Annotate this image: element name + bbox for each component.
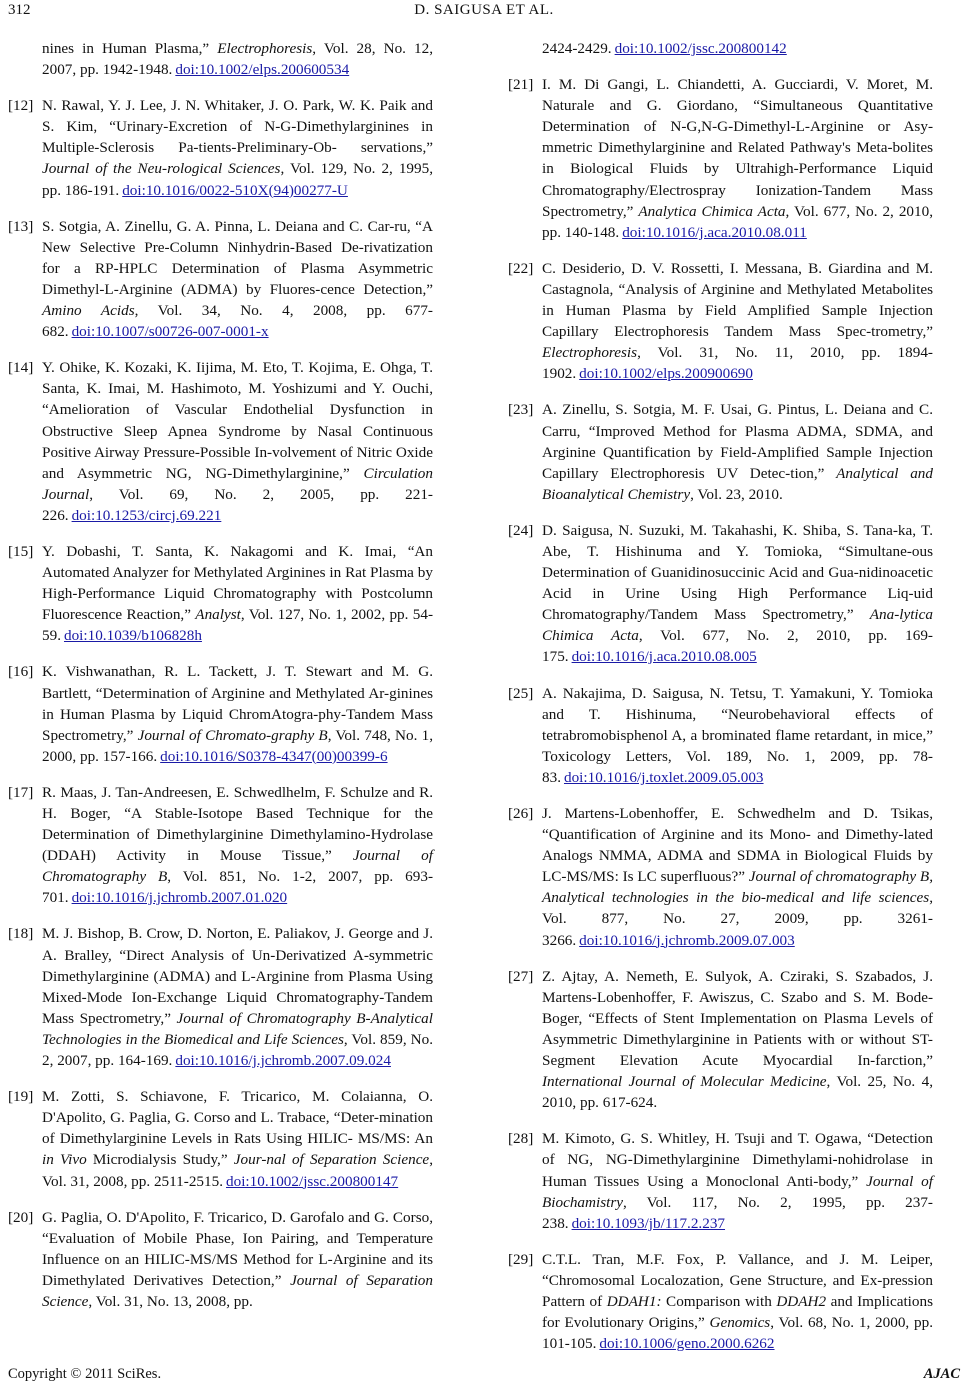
reference-body: M. Kimoto, G. S. Whitley, H. Tsuji and T. Ogawa, “Detection of NG, NG-Dimethylarginine Dimethylami-nohidrolase in Human Tissues Using a Monoclonal Anti-body,” Journal of Biochamistry, Vol. 117, No. 2, 1995, pp. 237-238. doi:10.1093/jb/117.2.237 [542,1130,933,1232]
reference-number: [19] [8,1088,34,1106]
reference-body: nines in Human Plasma,” Electrophoresis, Vol. 28, No. 12, 2007, pp. 1942-1948. doi:10.1002/elps.200600534 [42,40,433,79]
reference-body: S. Sotgia, A. Zinellu, G. A. Pinna, L. Deiana and C. Car-ru, “A New Selective Pre-Column Ninhydrin-Based De-rivatization for a RP-HPLC Determination of Plasma Asymmetric Dimethyl-L-Arginine (ADMA) by Fluores-cence Detection,” Amino Acids, Vol. 34, No. 4, 2008, pp. 677-682. doi:10.1007/s00726-007-0001-x [42,217,433,341]
reference-number: [25] [508,684,534,702]
reference-number: [17] [8,783,34,801]
doi-link[interactable]: doi:10.1016/j.jchromb.2007.09.024 [175,1052,391,1070]
doi-link[interactable]: doi:10.1002/elps.200600534 [175,61,350,79]
doi-link[interactable]: doi:10.1016/j.jchromb.2009.07.003 [579,931,795,949]
reference-body: Z. Ajtay, A. Nemeth, E. Sulyok, A. Cziraki, S. Szabados, J. Martens-Lobenhoffer, F. Awiszus, C. Szabo and S. M. Bode-Boger, “Effects of Stent Implementation on Plasma Levels of Asymmetric Dimethylarginine in Patients with or without ST-Segment Elevation Acute Myocardial In-farction,” International Journal of Molecular Medicine, Vol. 25, No. 4, 2010, pp. 617-624. [542,967,933,1112]
reference-number: [20] [8,1208,34,1226]
reference-continuation [42,38,433,80]
reference-body: C.T.L. Tran, M.F. Fox, P. Vallance, and J. M. Leiper, “Chromosomal Localozation, Gene Structure, and Ex-pression Pattern of DDAH1: Comparison with DDAH2 and Implications for Evolutionary Origins,” Genomics, Vol. 68, No. 1, 2000, pp. 101-105. doi:10.1006/geno.2000.6262 [542,1250,934,1353]
reference-item [8,95,433,200]
reference-body: D. Saigusa, N. Suzuki, M. Takahashi, K. Shiba, S. Tana-ka, T. Abe, T. Hishinuma and Y. Tomioka, “Simultane-ous Determination of Guanidinosuccinic Acid and Gua-nidinoacetic Acid in Urine Using High Performance Liq-uid Chromatography/Tandem Mass Spectrometry,” Ana-lytica Chimica Acta, Vol. 677, No. 2, 2010, pp. 169- 175. doi:10.1016/j.aca.2010.08.005 [542,521,933,666]
doi-link[interactable]: doi:10.1002/jssc.200800142 [614,40,787,57]
reference-number: [14] [8,359,34,377]
reference-body: R. Maas, J. Tan-Andreesen, E. Schwedlhelm, F. Schulze and R. H. Boger, “A Stable-Isotope Based Technique for the Determination of Dimethylarginine Dimethylamino-Hydrolase (DDAH) Activity in Mouse Tissue,” Journal of Chromatography B, Vol. 851, No. 1-2, 2007, pp. 693-701. doi:10.1016/j.jchromb.2007.01.020 [42,783,434,907]
reference-item [508,803,933,951]
reference-number: [24] [508,521,534,539]
reference-continuation [542,38,933,59]
reference-body: A. Nakajima, D. Saigusa, N. Tetsu, T. Yamakuni, Y. Tomioka and T. Hishinuma, “Neurobehavioral effects of tetrabromobisphenol A, a brominated flame retardant, in mice,” Toxicology Letters, Vol. 189, No. 1, 2009, pp. 78-83. doi:10.1016/j.toxlet.2009.05.003 [542,684,933,786]
reference-number: [21] [508,76,534,94]
doi-link[interactable]: doi:10.1002/jssc.200800147 [226,1172,399,1190]
reference-item [8,923,433,1071]
doi-link[interactable]: doi:10.1016/j.jchromb.2007.01.020 [71,889,288,907]
reference-number: [26] [508,805,534,822]
reference-item [508,74,933,243]
reference-number: [18] [8,925,34,943]
reference-body: 2424-2429. doi:10.1002/jssc.200800142 [542,40,787,57]
reference-body: A. Zinellu, S. Sotgia, M. F. Usai, G. Pintus, L. Deiana and C. Carru, “Improved Method for Plasma ADMA, SDMA, and Arginine Quantification by Field-Amplified Sample Injection Capillary Electrophoresis UV Detec-tion,” Analytical and Bioanalytical Chemistry, Vol. 23, 2010. [542,401,933,503]
footer-copyright: Copyright © 2011 SciRes. [8,1366,162,1382]
doi-link[interactable]: doi:10.1016/S0378-4347(00)00399-6 [160,747,388,765]
reference-number: [16] [8,663,34,681]
doi-link[interactable]: doi:10.1016/j.aca.2010.08.005 [571,648,757,666]
reference-body: N. Rawal, Y. J. Lee, J. N. Whitaker, J. O. Park, W. K. Paik and S. Kim, “Urinary-Excretion of N-G-Dimethylarginines in Multiple-Sclerosis Pa-tients-Preliminary-Ob- servations,” Journal of the Neu-rological Sciences, Vol. 129, No. 2, 1995, pp. 186-191. doi:10.1016/0022-510X(94)00277-U [42,97,434,199]
right-column [508,38,933,1369]
reference-item [8,1207,433,1312]
reference-number: [12] [8,97,34,115]
reference-body: J. Martens-Lobenhoffer, E. Schwedhelm and D. Tsikas, “Quantification of Arginine and its Mono- and Dimethy-lated Analogs NMMA, ADMA and SDMA in Biological Fluids by LC-MS/MS: Is LC superfluous?” Journal of chromatography B, Analytical technologies in the bio-medical and life sciences, Vol. 877, No. 27, 2009, pp. 3261-3266. doi:10.1016/j.jchromb.2009.07.003 [542,805,933,949]
reference-item [8,661,433,766]
doi-link[interactable]: doi:10.1007/s00726-007-0001-x [71,323,269,341]
reference-body: M. Zotti, S. Schiavone, F. Tricarico, M. Colaianna, O. D'Apolito, G. Paglia, G. Corso and L. Trabace, “Deter-mination of Dimethylarginine Levels in Rats Using HILIC- MS/MS: An in Vivo Microdialysis Study,” Jour-nal of Separation Science, Vol. 31, 2008, pp. 2511-2515. doi:10.1002/jssc.200800147 [42,1088,433,1190]
doi-link[interactable]: doi:10.1093/jb/117.2.237 [571,1214,726,1232]
reference-body: C. Desiderio, D. V. Rossetti, I. Messana, B. Giardina and M. Castagnola, “Analysis of Arginine and Methylated Metabolites in Human Plasma by Field Amplified Sample Injection Capillary Electrophoresis Tandem Mass Spec-trometry,” Electrophoresis, Vol. 31, No. 11, 2010, pp. 1894-1902. doi:10.1002/elps.200900690 [542,259,933,383]
reference-item [508,1128,933,1233]
reference-body: K. Vishwanathan, R. L. Tackett, J. T. Stewart and M. G. Bartlett, “Determination of Arginine and Methylated Ar-ginines in Human Plasma by Liquid ChromAtogra-phy-Tandem Mass Spectrometry,” Journal of Chromato-graphy B, Vol. 748, No. 1, 2000, pp. 157-166. doi:10.1016/S0378-4347(00)00399-6 [42,663,433,765]
reference-number: [23] [508,401,534,419]
reference-item [508,683,933,788]
reference-number: [27] [508,967,534,985]
footer-journal: AJAC [923,1366,960,1382]
reference-number: [15] [8,542,34,560]
reference-body: Y. Dobashi, T. Santa, K. Nakagomi and K. Imai, “An Automated Analyzer for Methylated Arginines in Rat Plasma by High-Performance Liquid Chromatography with Postcolumn Fluorescence Reaction,” Analyst, Vol. 127, No. 1, 2002, pp. 54-59. doi:10.1039/b106828h [42,542,434,645]
reference-item [508,520,933,668]
reference-item [508,258,933,385]
reference-number: [28] [508,1130,534,1148]
reference-item [8,541,433,646]
reference-item [508,966,933,1114]
reference-number: [29] [508,1250,534,1268]
doi-link[interactable]: doi:10.1006/geno.2000.6262 [599,1335,775,1353]
doi-link[interactable]: doi:10.1253/circj.69.221 [71,506,222,524]
doi-link[interactable]: doi:10.1016/j.aca.2010.08.011 [622,223,807,241]
reference-item [508,399,933,504]
reference-item [8,782,433,909]
reference-item [8,1086,433,1191]
doi-link[interactable]: doi:10.1016/j.toxlet.2009.05.003 [563,768,764,786]
reference-body: Y. Ohike, K. Kozaki, K. Iijima, M. Eto, T. Kojima, E. Ohga, T. Santa, K. Imai, M. Hashimoto, M. Yoshizumi and Y. Ouchi, “Amelioration of Vascular Endothelial Dysfunction in Obstructive Sleep Apnea Syndrome by Nasal Continuous Positive Airway Pressure-Possible In-volvement of Nitric Oxide and Asymmetric NG, NG-Dimethylarginine,” Circulation Journal, Vol. 69, No. 2, 2005, pp. 221-226. doi:10.1253/circj.69.221 [42,359,433,524]
reference-body: G. Paglia, O. D'Apolito, F. Tricarico, D. Garofalo and G. Corso, “Evaluation of Mobile Phase, Ion Pairing, and Temperature Influence on an HILIC-MS/MS Method for L-Arginine and its Dimethylated Derivatives Detection,” Journal of Separation Science, Vol. 31, No. 13, 2008, pp. [42,1208,433,1310]
doi-link[interactable]: doi:10.1002/elps.200900690 [579,365,753,383]
reference-number: [13] [8,217,34,235]
reference-item [8,216,433,343]
reference-body: M. J. Bishop, B. Crow, D. Norton, E. Paliakov, J. George and J. A. Bralley, “Direct Analysis of Un-Derivatized A-symmetric Dimethylarginine (ADMA) and L-Arginine from Plasma Using Mixed-Mode Ion-Exchange Liquid Chromatography-Tandem Mass Spectrometry,” Journal of Chromatography B-Analytical Technologies in the Biomedical and Life Sciences, Vol. 859, No. 2, 2007, pp. 164-169. doi:10.1016/j.jchromb.2007.09.024 [42,925,433,1070]
reference-item [8,357,433,526]
reference-number: [22] [508,259,534,277]
left-column [8,38,433,1327]
page-number: 312 [8,2,31,18]
reference-item [508,1249,933,1354]
doi-link[interactable]: doi:10.1039/b106828h [63,627,202,645]
running-head: D. SAIGUSA ET AL. [414,2,554,18]
reference-body: I. M. Di Gangi, L. Chiandetti, A. Gucciardi, V. Moret, M. Naturale and G. Giordano, “Simultaneous Quantitative Determination of N-G,N-G-Dimethyl-L-Arginine or Asy-mmetric Dimethylarginine and Related Pathway's Meta-bolites in Biological Fluids by Ultrahigh-Performance Liquid Chromatography/Electrospray Ionization-Tandem Mass Spectrometry,” Analytica Chimica Acta, Vol. 677, No. 2, 2010, pp. 140-148. doi:10.1016/j.aca.2010.08.011 [542,76,933,241]
doi-link[interactable]: doi:10.1016/0022-510X(94)00277-U [122,181,348,199]
